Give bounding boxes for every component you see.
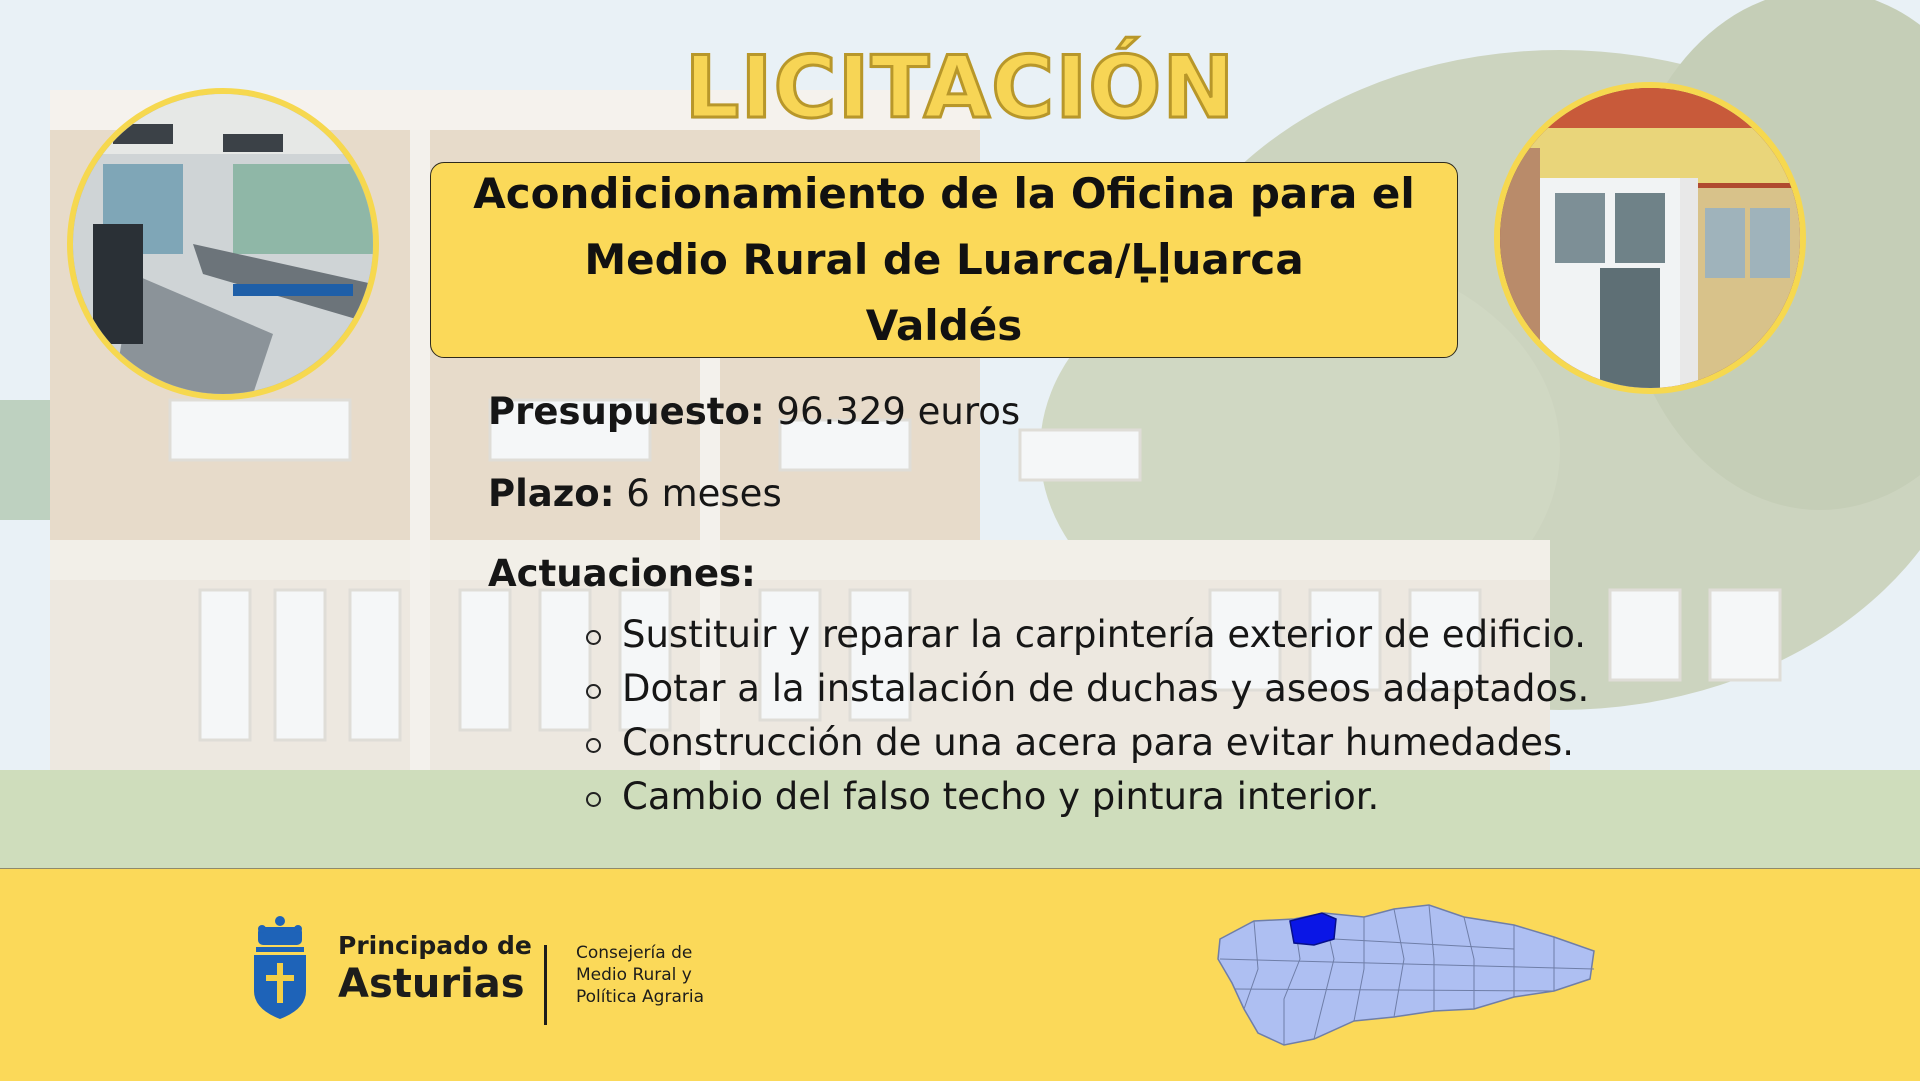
- brand-line-1: Principado de: [338, 931, 532, 960]
- term-label: Plazo:: [488, 472, 615, 515]
- department-line-2: Medio Rural y: [576, 965, 692, 985]
- department-line-3: Política Agraria: [576, 987, 705, 1007]
- action-item: Construcción de una acera para evitar humedades.: [586, 716, 1589, 770]
- asturias-map-icon: [1214, 899, 1600, 1049]
- project-title-line-2: Medio Rural de Luarca/Ḷḷuarca: [584, 235, 1304, 284]
- principado-wordmark: [338, 931, 532, 1007]
- principado-crest-icon: [248, 911, 312, 1021]
- budget-label: Presupuesto:: [488, 390, 765, 433]
- project-title-box: [430, 162, 1458, 358]
- department-name: [576, 942, 704, 1008]
- term-value: 6 meses: [614, 472, 782, 515]
- action-item: Sustituir y reparar la carpintería exterior de edificio.: [586, 608, 1589, 662]
- project-title-line-1: Acondicionamiento de la Oficina para el: [473, 169, 1415, 218]
- term-line: [488, 472, 782, 515]
- page-title: LICITACIÓN: [684, 38, 1236, 138]
- building-entrance-photo: [1494, 82, 1806, 394]
- action-item: Cambio del falso techo y pintura interior.: [586, 770, 1589, 824]
- department-line-1: Consejería de: [576, 943, 693, 963]
- footer-bar: [0, 868, 1920, 1081]
- brand-line-2: Asturias: [338, 961, 525, 1007]
- brand-divider: [544, 945, 547, 1025]
- actions-heading: Actuaciones:: [488, 552, 756, 595]
- project-title-line-3: Valdés: [865, 301, 1023, 350]
- budget-line: [488, 390, 1020, 433]
- office-interior-photo: [67, 88, 379, 400]
- action-item: Dotar a la instalación de duchas y aseos adaptados.: [586, 662, 1589, 716]
- budget-value: 96.329 euros: [764, 390, 1021, 433]
- actions-list: [586, 608, 1589, 824]
